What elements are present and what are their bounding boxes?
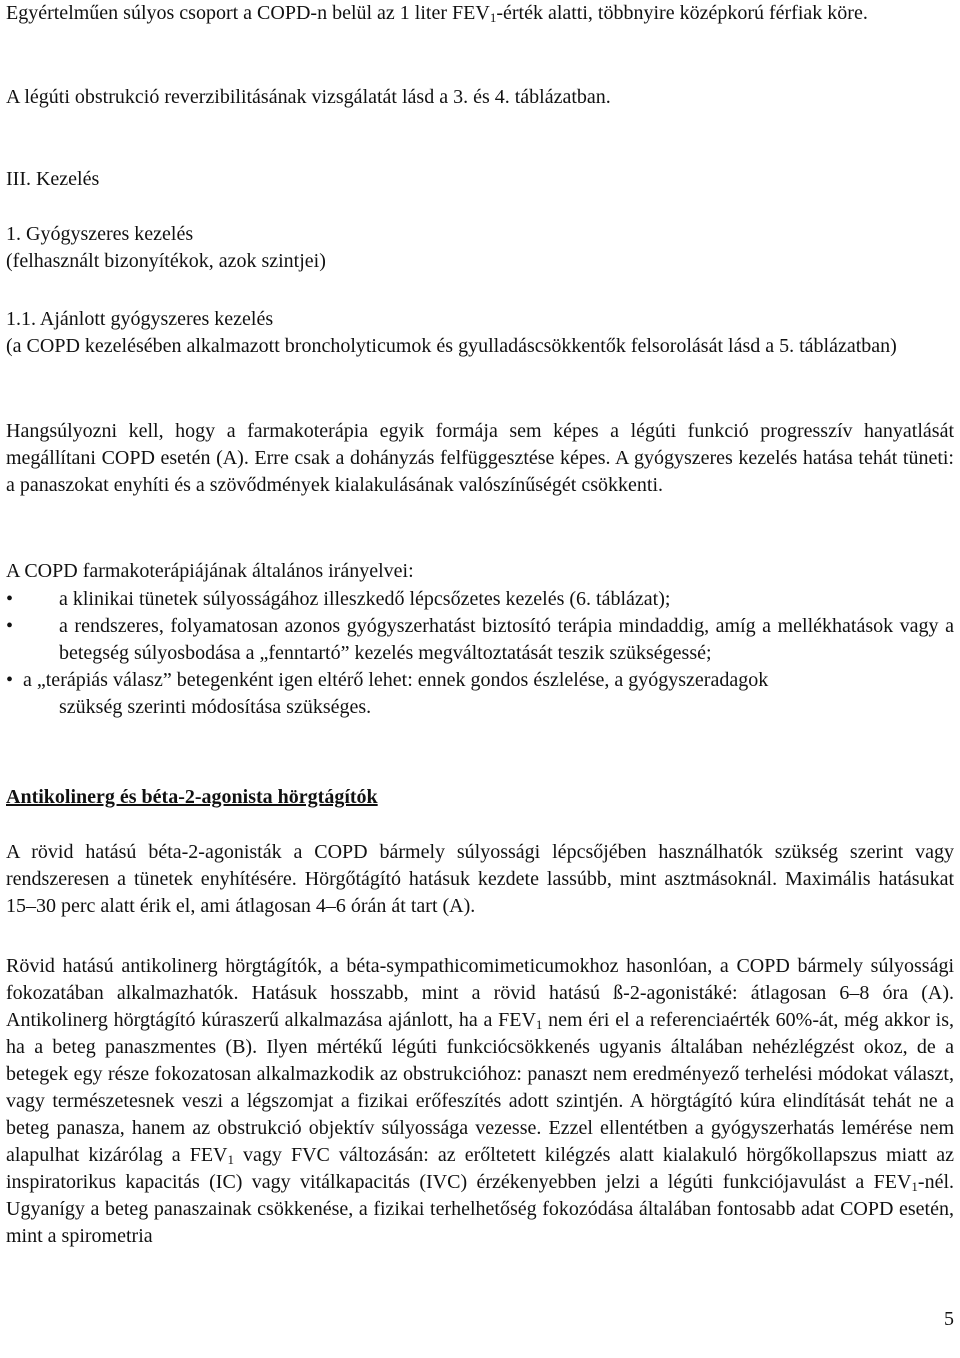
list-item: • a klinikai tünetek súlyosságához illeszkedő lépcsőzetes kezelés (6. táblázat); bbox=[6, 586, 954, 613]
principles-list bbox=[6, 586, 954, 721]
intro-paragraph-2: A légúti obstrukció reverzibilitásának vizsgálatát lásd a 3. és 4. táblázatban. bbox=[6, 86, 611, 108]
emphasis-paragraph: Hangsúlyozni kell, hogy a farmakoterápia egyik formája sem képes a légúti funkció progresszív hanyatlását megállítani COPD esetén (A). Erre csak a dohányzás felfüggesztése képes. A gyógyszeres kezelés hatása tehát tüneti: a panaszokat enyhíti és a szövődmények kialakulásának valószínűségét csökkenti. bbox=[6, 420, 954, 496]
bullet-icon: • bbox=[6, 669, 14, 691]
subsection-title-bronchodilators: Antikolinerg és béta-2-agonista hörgtágítók bbox=[6, 786, 378, 808]
list-item: • a „terápiás válasz” betegenként igen eltérő lehet: ennek gondos észlelése, a gyógyszeradagok szükség szerinti módosítása szükséges. bbox=[6, 669, 769, 718]
subsection-title-1: 1. Gyógyszeres kezelés bbox=[6, 223, 194, 245]
beta2-agonist-paragraph: A rövid hatású béta-2-agonisták a COPD bármely súlyossági lépcsőjében használhatók szükség szerint vagy rendszeresen a tünetek enyhítésére. Hörgőtágító hatásuk kezdete lassúbb, mint asztmásoknál. Maximális hatásukat 15–30 perc alatt érik el, ami átlagosan 4–6 órán át tart (A). bbox=[6, 841, 954, 917]
anticholinergic-paragraph: Rövid hatású antikolinerg hörgtágítók, a béta-sympathicomimeticumokhoz hasonlóan, a COPD bármely súlyossági fokozatában alkalmazhatók. Hatásuk hosszabb, mint a rövid hatású ß-2-agonistáké: átlagosan 6–8 óra (A). Antikolinerg hörgtágító kúraszerű alkalmazása ajánlott, ha a $FEV_1$ nem éri el a referenciaérték 60%-át, még akkor is, ha a beteg panaszmentes (B). Ilyen mértékű légúti funkciócsökkenés ugyanis általában nehézlégzést okoz, de a betegek egy része fokozatosan alkalmazkodik az obstrukcióhoz: panaszt nem eredményező terhelési módokat választ, vagy természetesnek veszi a légszomjat a fizikai erőfeszítés adott szintjén. A hörgtágító kúra elindítását tehát ne a beteg panasza, hanem az obstrukció objektív súlyossága vezesse. Ezzel ellentétben a gyógyszerhatás lemérése nem alapulhat kizárólag a $FEV_1$ vagy FVC változásán: az erőltetett kilégzés alatt kialakuló hörgőkollapszus miatt az inspiratorikus kapacitás (IC) vagy vitálkapacitás (IVC) érzékenyebben jelzi a légúti funkciójavulást a $FEV_1$-nél. Ugyanígy a beteg panaszainak csökkenése, a fizikai terhelhetőség fokozódása általában fontosabb adat COPD esetén, mint a spirometria bbox=[6, 955, 954, 1247]
bullet-icon: • bbox=[6, 615, 14, 637]
subsection-title-1-1: 1.1. Ajánlott gyógyszeres kezelés bbox=[6, 308, 274, 330]
subsection-note-1: (felhasznált bizonyítékok, azok szintjei) bbox=[6, 250, 326, 272]
intro-paragraph-1: Egyértelműen súlyos csoport a COPD-n belül az 1 liter $FEV_1$-érték alatti, többnyire középkorú férfiak köre. bbox=[6, 2, 868, 25]
bullet-icon: • bbox=[6, 588, 14, 610]
page-number: 5 bbox=[944, 1308, 954, 1330]
section-heading: III. Kezelés bbox=[6, 168, 100, 190]
subsection-note-1-1: (a COPD kezelésében alkalmazott broncholyticumok és gyulladáscsökkentők felsorolását lásd a 5. táblázatban) bbox=[6, 335, 897, 357]
list-item: • a rendszeres, folyamatosan azonos gyógyszerhatást biztosító terápia mindaddig, amíg a mellékhatások vagy a betegség súlyosbodása a „fenntartó” kezelés megváltoztatását teszik szükségessé; bbox=[6, 615, 954, 664]
principles-intro: A COPD farmakoterápiájának általános irányelvei: bbox=[6, 560, 414, 582]
